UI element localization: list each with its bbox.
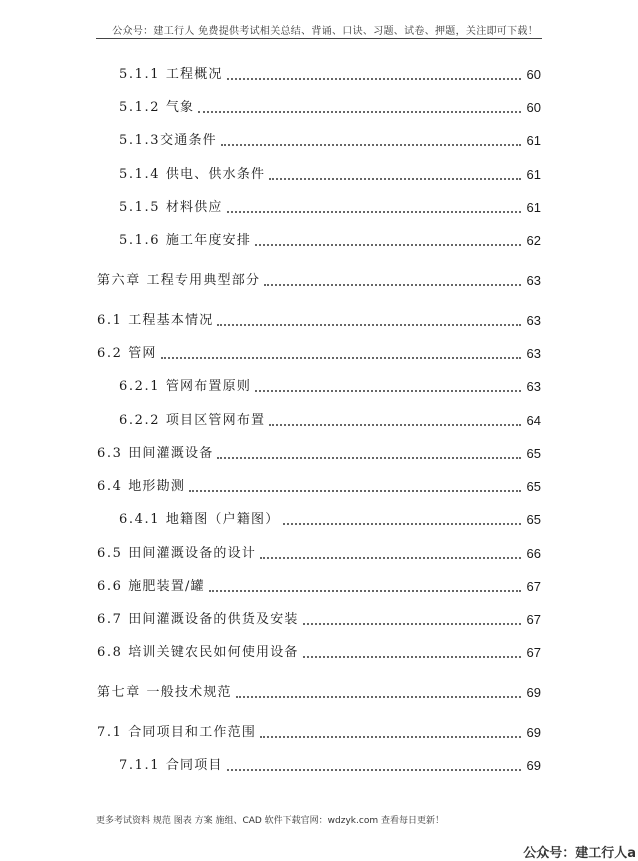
toc-entry-page-number: 69 [526, 685, 541, 700]
toc-entry-title: 材料供应 [165, 200, 223, 215]
toc-entry-number: 6.5 [97, 546, 129, 561]
toc-entry[interactable] [119, 99, 541, 117]
toc-entry-title: 培训关键农民如何使用设备 [128, 645, 299, 660]
toc-entry-number: 第七章 [97, 685, 147, 700]
toc-entry-title: 项目区管网布置 [165, 413, 266, 428]
toc-entry[interactable] [119, 511, 541, 529]
toc-dot-leader [269, 424, 521, 426]
toc-entry-title: 管网布置原则 [165, 379, 252, 394]
toc-entry[interactable] [97, 578, 541, 596]
toc-entry-page-number: 65 [526, 479, 541, 494]
toc-entry-number: 6.2.2 [119, 413, 166, 428]
toc-entry-page-number: 63 [526, 346, 541, 361]
toc-entry-title: 气象 [165, 100, 195, 115]
toc-entry[interactable] [119, 232, 541, 250]
toc-entry-number: 6.1 [97, 313, 129, 328]
toc-entry[interactable] [119, 132, 541, 150]
toc-entry-title: 地形勘测 [128, 479, 186, 494]
toc-entry-page-number: 67 [526, 612, 541, 627]
toc-entry-number: 7.1.1 [119, 758, 166, 773]
toc-entry-page-number: 64 [526, 413, 541, 428]
toc-dot-leader [264, 284, 521, 286]
toc-entry-number: 5.1.6 [119, 233, 166, 248]
toc-entry[interactable] [97, 611, 541, 629]
toc-dot-leader [189, 490, 521, 492]
toc-dot-leader [209, 590, 521, 592]
toc-entry-number: 5.1.1 [119, 67, 166, 82]
toc-entry-title: 施工年度安排 [165, 233, 252, 248]
toc-entry-page-number: 65 [526, 512, 541, 527]
toc-entry[interactable] [97, 684, 541, 702]
toc-entry-title: 管网 [128, 346, 157, 361]
toc-dot-leader [227, 769, 521, 771]
toc-entry[interactable] [97, 272, 541, 290]
toc-entry-title: 地籍图（户籍图） [165, 512, 280, 527]
header-divider [96, 38, 542, 39]
toc-entry-title: 田间灌溉设备 [128, 446, 214, 461]
toc-dot-leader [221, 144, 521, 146]
toc-entry[interactable] [97, 724, 541, 742]
toc-entry-title: 交通条件 [160, 133, 217, 148]
toc-dot-leader [269, 178, 521, 180]
toc-entry-number: 5.1.2 [119, 100, 166, 115]
toc-entry[interactable] [97, 644, 541, 662]
toc-entry[interactable] [119, 412, 541, 430]
toc-entry-page-number: 69 [526, 725, 541, 740]
toc-entry-page-number: 66 [526, 546, 541, 561]
toc-entry-number: 6.6 [97, 579, 129, 594]
toc-entry-number: 第六章 [97, 273, 147, 288]
toc-dot-leader [260, 736, 521, 738]
toc-entry-number: 5.1.5 [119, 200, 166, 215]
toc-entry[interactable] [119, 199, 541, 217]
toc-entry-page-number: 62 [526, 233, 541, 248]
toc-entry[interactable] [97, 445, 541, 463]
toc-entry[interactable] [119, 757, 541, 775]
toc-entry[interactable] [119, 166, 541, 184]
toc-entry-number: 5.1.3 [119, 133, 161, 148]
toc-entry-number: 7.1 [97, 725, 129, 740]
toc-entry[interactable] [97, 478, 541, 496]
toc-dot-leader [303, 656, 521, 658]
toc-entry-number: 6.7 [97, 612, 129, 627]
toc-entry-page-number: 61 [526, 200, 541, 215]
toc-entry-page-number: 69 [526, 758, 541, 773]
toc-entry-page-number: 63 [526, 273, 541, 288]
toc-dot-leader [217, 457, 521, 459]
toc-entry-page-number: 65 [526, 446, 541, 461]
footer-notice: 更多考试资料 规范 图表 方案 施组、CAD 软件下载官网：wdzyk.com 查看每日更新！ [96, 816, 444, 826]
toc-entry-title: 供电、供水条件 [165, 167, 266, 182]
toc-entry-title: 合同项目和工作范围 [128, 725, 257, 740]
toc-entry-title: 工程专用典型部分 [146, 273, 261, 288]
toc-entry-number: 6.4.1 [119, 512, 166, 527]
toc-dot-leader [227, 211, 521, 213]
toc-entry-page-number: 60 [526, 100, 541, 115]
toc-entry[interactable] [119, 66, 541, 84]
toc-entry[interactable] [97, 345, 541, 363]
toc-dot-leader [303, 623, 521, 625]
toc-entry-number: 6.4 [97, 479, 129, 494]
toc-entry-number: 6.2.1 [119, 379, 166, 394]
toc-entry[interactable] [119, 378, 541, 396]
toc-dot-leader [255, 390, 521, 392]
toc-entry-title: 施肥装置/罐 [128, 579, 205, 594]
toc-entry[interactable] [97, 545, 541, 563]
toc-entry-page-number: 63 [526, 379, 541, 394]
toc-entry-page-number: 63 [526, 313, 541, 328]
toc-entry-page-number: 67 [526, 645, 541, 660]
toc-entry-number: 6.8 [97, 645, 129, 660]
toc-entry-number: 6.3 [97, 446, 129, 461]
toc-entry-title: 田间灌溉设备的设计 [128, 546, 257, 561]
toc-entry-page-number: 60 [526, 67, 541, 82]
toc-dot-leader [198, 111, 521, 113]
toc-entry-title: 合同项目 [165, 758, 223, 773]
toc-entry-title: 工程基本情况 [128, 313, 214, 328]
toc-dot-leader [260, 557, 521, 559]
toc-dot-leader [217, 324, 521, 326]
header-notice: 公众号：建工行人 免费提供考试相关总结、背诵、口诀、习题、试卷、押题，关注即可下载！ [112, 26, 538, 37]
toc-entry-title: 工程概况 [165, 67, 223, 82]
watermark-text: 公众号：建工行人a [523, 846, 636, 861]
toc-dot-leader [236, 696, 521, 698]
toc-entry-title: 田间灌溉设备的供货及安装 [128, 612, 299, 627]
toc-dot-leader [161, 357, 521, 359]
toc-dot-leader [227, 78, 521, 80]
toc-entry-page-number: 67 [526, 579, 541, 594]
toc-entry-page-number: 61 [526, 133, 541, 148]
toc-dot-leader [283, 523, 521, 525]
toc-entry-number: 6.2 [97, 346, 129, 361]
toc-entry-page-number: 61 [526, 167, 541, 182]
toc-entry-title: 一般技术规范 [146, 685, 232, 700]
toc-entry[interactable] [97, 312, 541, 330]
toc-dot-leader [255, 244, 521, 246]
toc-entry-number: 5.1.4 [119, 167, 166, 182]
